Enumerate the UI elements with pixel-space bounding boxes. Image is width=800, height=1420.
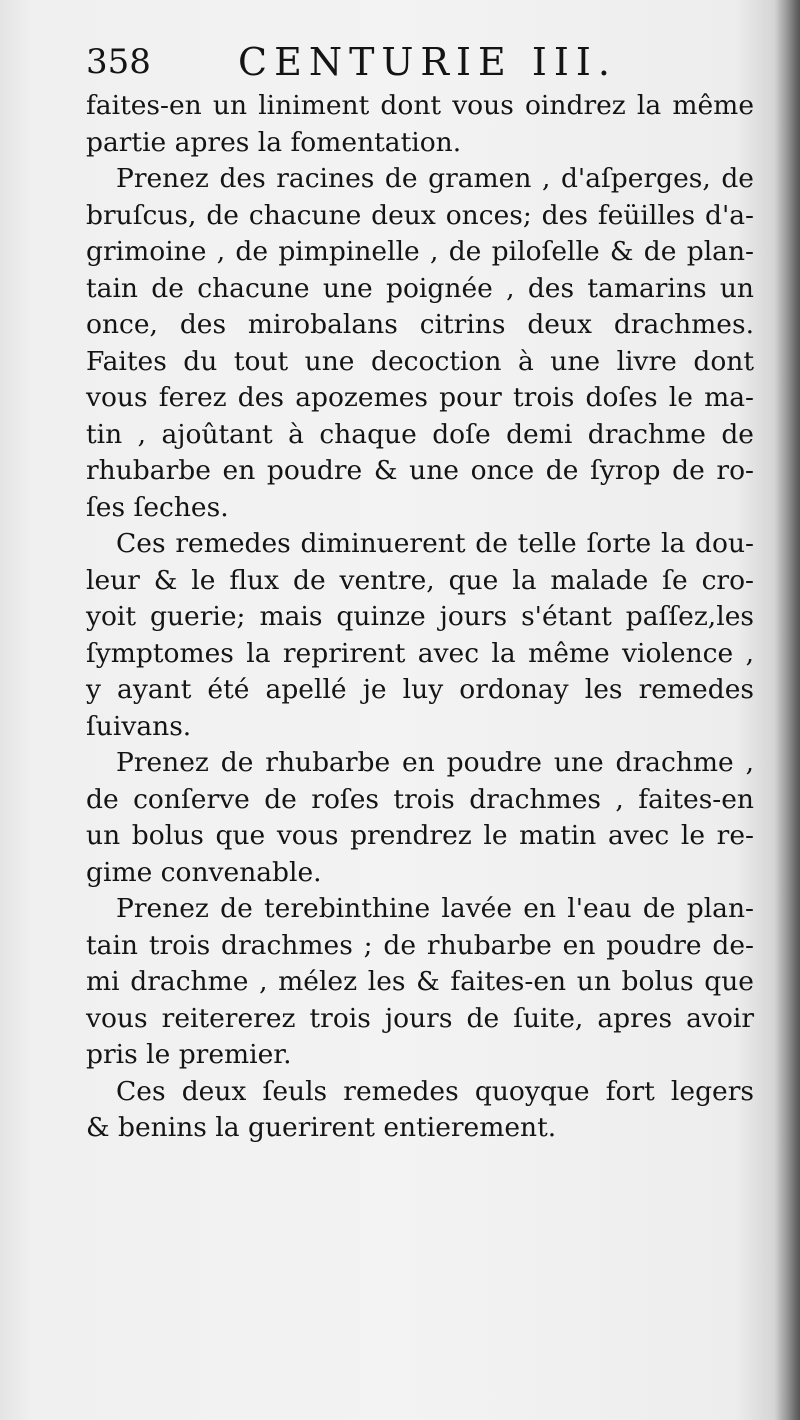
text-line: un bolus que vous prendrez le matin avec le re- bbox=[86, 820, 754, 851]
text-line: bruſcus, de chacune deux onces; des feüilles d'a- bbox=[86, 199, 754, 231]
running-head: CENTURIE III. bbox=[238, 40, 617, 84]
text-line: partie apres la fomentation. bbox=[86, 126, 462, 158]
text-line: yoit guerie; mais quinze jours s'étant paſſez,les bbox=[86, 601, 754, 632]
paragraph bbox=[86, 526, 754, 745]
text-line: tain de chacune une poignée , des tamarins un bbox=[86, 272, 754, 304]
text-line: de conſerve de roſes trois drachmes , faites-en bbox=[86, 783, 754, 815]
paragraph bbox=[86, 88, 754, 161]
text-line: rhubarbe en poudre & une once de ſyrop de ro- bbox=[86, 455, 754, 486]
text-line: Faites du tout une decoction à une livre dont bbox=[86, 345, 754, 377]
text-line: pris le premier. bbox=[86, 1039, 292, 1070]
text-line: faites-en un liniment dont vous oindrez la même bbox=[86, 90, 754, 121]
page-header bbox=[86, 38, 686, 88]
text-line: & benins la guerirent entierement. bbox=[86, 1112, 557, 1143]
paragraph bbox=[86, 1074, 754, 1147]
text-line: vous reitererez trois jours de ſuite, apres avoir bbox=[86, 1002, 754, 1034]
paragraph bbox=[86, 745, 754, 891]
text-line: mi drachme , mélez les & faites-en un bolus que bbox=[86, 966, 754, 997]
text-line: ſuivans. bbox=[86, 710, 192, 742]
page-number: 358 bbox=[86, 42, 151, 82]
text-line: Ces deux ſeuls remedes quoyque fort legers bbox=[116, 1075, 754, 1107]
text-line: Prenez de rhubarbe en poudre une drachme , bbox=[116, 747, 754, 778]
text-line: gime convenable. bbox=[86, 856, 322, 888]
body-text bbox=[86, 88, 754, 1147]
text-line: Prenez de terebinthine lavée en l'eau de plan- bbox=[116, 893, 754, 924]
text-line: leur & le flux de ventre, que la malade ſe cro- bbox=[86, 564, 754, 596]
text-line: Prenez des racines de gramen , d'aſperges, de bbox=[116, 163, 754, 194]
text-line: tin , ajoûtant à chaque doſe demi drachme de bbox=[86, 418, 754, 450]
text-line: ſymptomes la reprirent avec la même violence , bbox=[86, 637, 754, 669]
page-gutter-shadow bbox=[774, 0, 800, 1420]
text-line: grimoine , de pimpinelle , de piloſelle & de plan- bbox=[86, 236, 754, 267]
paragraph bbox=[86, 161, 754, 526]
text-line: ſes ſeches. bbox=[86, 491, 229, 523]
paragraph bbox=[86, 891, 754, 1074]
text-line: once, des mirobalans citrins deux drachmes. bbox=[86, 309, 754, 340]
text-line: tain trois drachmes ; de rhubarbe en poudre de- bbox=[86, 929, 754, 961]
text-line: y ayant été apellé je luy ordonay les remedes bbox=[86, 674, 754, 705]
text-line: vous ferez des apozemes pour trois doſes le ma- bbox=[86, 382, 754, 413]
text-line: Ces remedes diminuerent de telle ſorte la dou- bbox=[116, 528, 754, 559]
